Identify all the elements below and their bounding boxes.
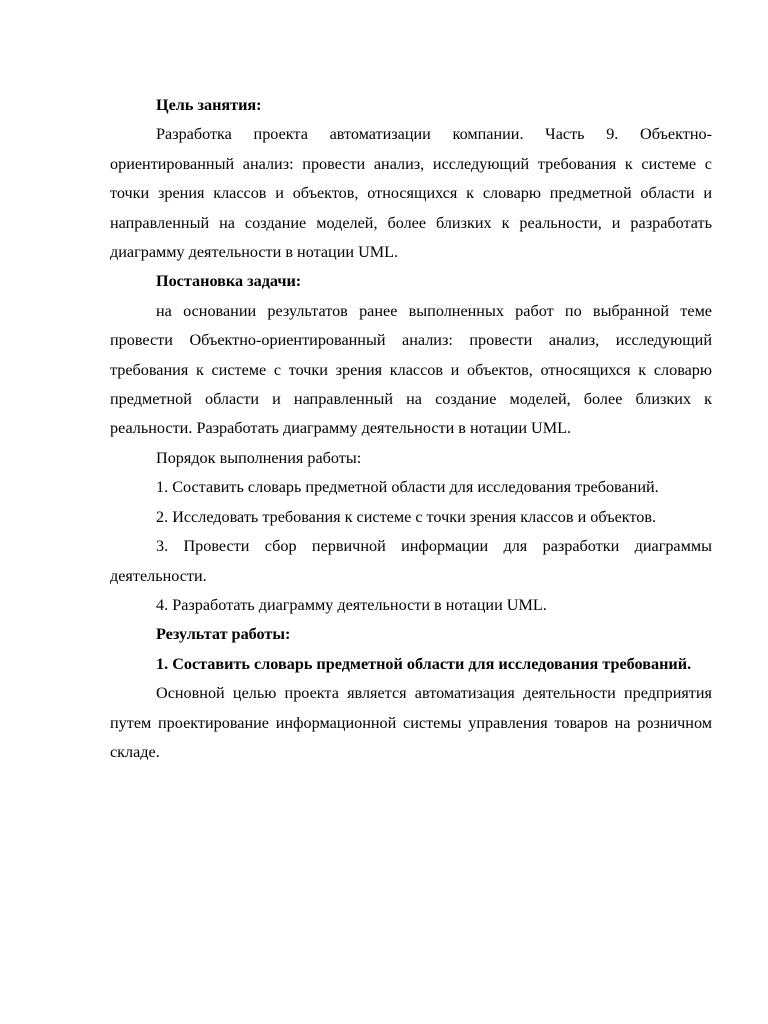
result-step-heading: 1. Составить словарь предметной области для исследования требований. [156, 654, 692, 673]
task-text: на основании результатов ранее выполненных работ по выбранной теме провести Объектно-ориентированный анализ: провести анализ, исследующий требования к системе с точки зрения классов и объектов, относящихся к словарю предметной области и направленный на создание моделей, более близких к реальности. Разработать диаграмму деятельности в нотации UML. [110, 301, 712, 438]
goal-heading: Цель занятия: [156, 96, 262, 114]
procedure-heading: Порядок выполнения работы: [156, 448, 362, 467]
result-heading: Результат работы: [156, 625, 291, 644]
goal-text: Разработка проекта автоматизации компании. Часть 9. Объектно-ориентированный анализ: провести анализ, исследующий требования к системе с точки зрения классов и объектов, относящихся к словарю предметной области и направленный на создание моделей, более близких к реальности, и разработать диаграмму деятельности в нотации UML. [110, 125, 712, 262]
procedure-step-2: 2. Исследовать требования к системе с точки зрения классов и объектов. [156, 507, 657, 526]
task-heading: Постановка задачи: [156, 272, 302, 291]
procedure-step-3: 3. Провести сбор первичной информации для разработки диаграммы деятельности. [110, 537, 712, 585]
result-text: Основной целью проекта является автоматизация деятельности предприятия путем проектирование информационной системы управления товаров на розничном складе. [110, 684, 712, 761]
procedure-step-1: 1. Составить словарь предметной области для исследования требований. [156, 478, 659, 497]
document-page [110, 91, 712, 767]
procedure-step-4: 4. Разработать диаграмму деятельности в нотации UML. [156, 595, 547, 614]
